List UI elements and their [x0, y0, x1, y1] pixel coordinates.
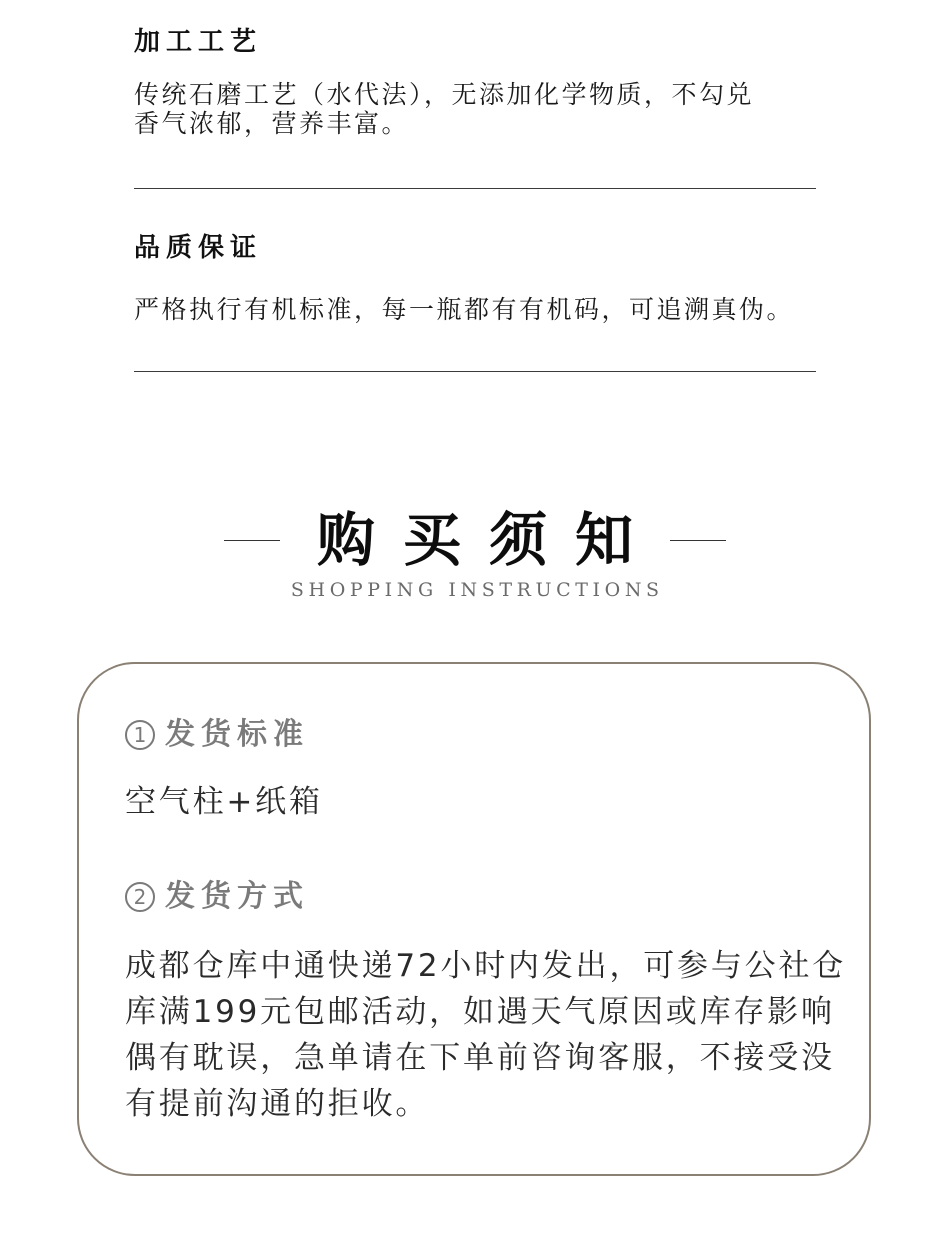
processing-description	[134, 80, 754, 138]
notice-line: 库满199元包邮活动，如遇天气原因或库存影响	[125, 994, 835, 1030]
processing-line: 传统石磨工艺（水代法），无添加化学物质，不勾兑	[134, 80, 755, 109]
heading-right-rule	[670, 540, 726, 541]
heading-subtitle: SHOPPING INSTRUCTIONS	[290, 579, 664, 601]
shipping-method-text	[125, 943, 846, 1127]
section-divider	[134, 188, 816, 189]
quality-title: 品质保证	[134, 233, 263, 263]
shipping-standard-text	[125, 779, 323, 825]
section-divider	[134, 371, 816, 372]
quality-section	[134, 190, 816, 370]
heading-title: 购买须知	[316, 506, 661, 574]
shipping-method-title	[125, 878, 309, 916]
shipping-standard-title	[125, 716, 309, 754]
shipping-standard-label: 发货标准	[165, 717, 309, 752]
processing-section	[134, 0, 816, 190]
notice-card	[77, 662, 871, 1176]
quality-description	[134, 295, 794, 324]
processing-line: 香气浓郁，营养丰富。	[134, 109, 410, 138]
processing-title: 加工工艺	[134, 27, 263, 57]
notice-line: 成都仓库中通快递72小时内发出，可参与公社仓	[125, 948, 847, 984]
notice-line: 偶有耽误，急单请在下单前咨询客服，不接受没	[125, 1040, 835, 1076]
notice-line: 空气柱+纸箱	[125, 784, 323, 820]
circled-number-2: 2	[125, 882, 155, 912]
shopping-instructions-heading	[0, 500, 950, 610]
quality-line: 严格执行有机标准，每一瓶都有有机码，可追溯真伪。	[134, 295, 795, 324]
circled-number-1: 1	[125, 720, 155, 750]
notice-line: 有提前沟通的拒收。	[125, 1086, 430, 1122]
shipping-method-label: 发货方式	[165, 879, 309, 914]
